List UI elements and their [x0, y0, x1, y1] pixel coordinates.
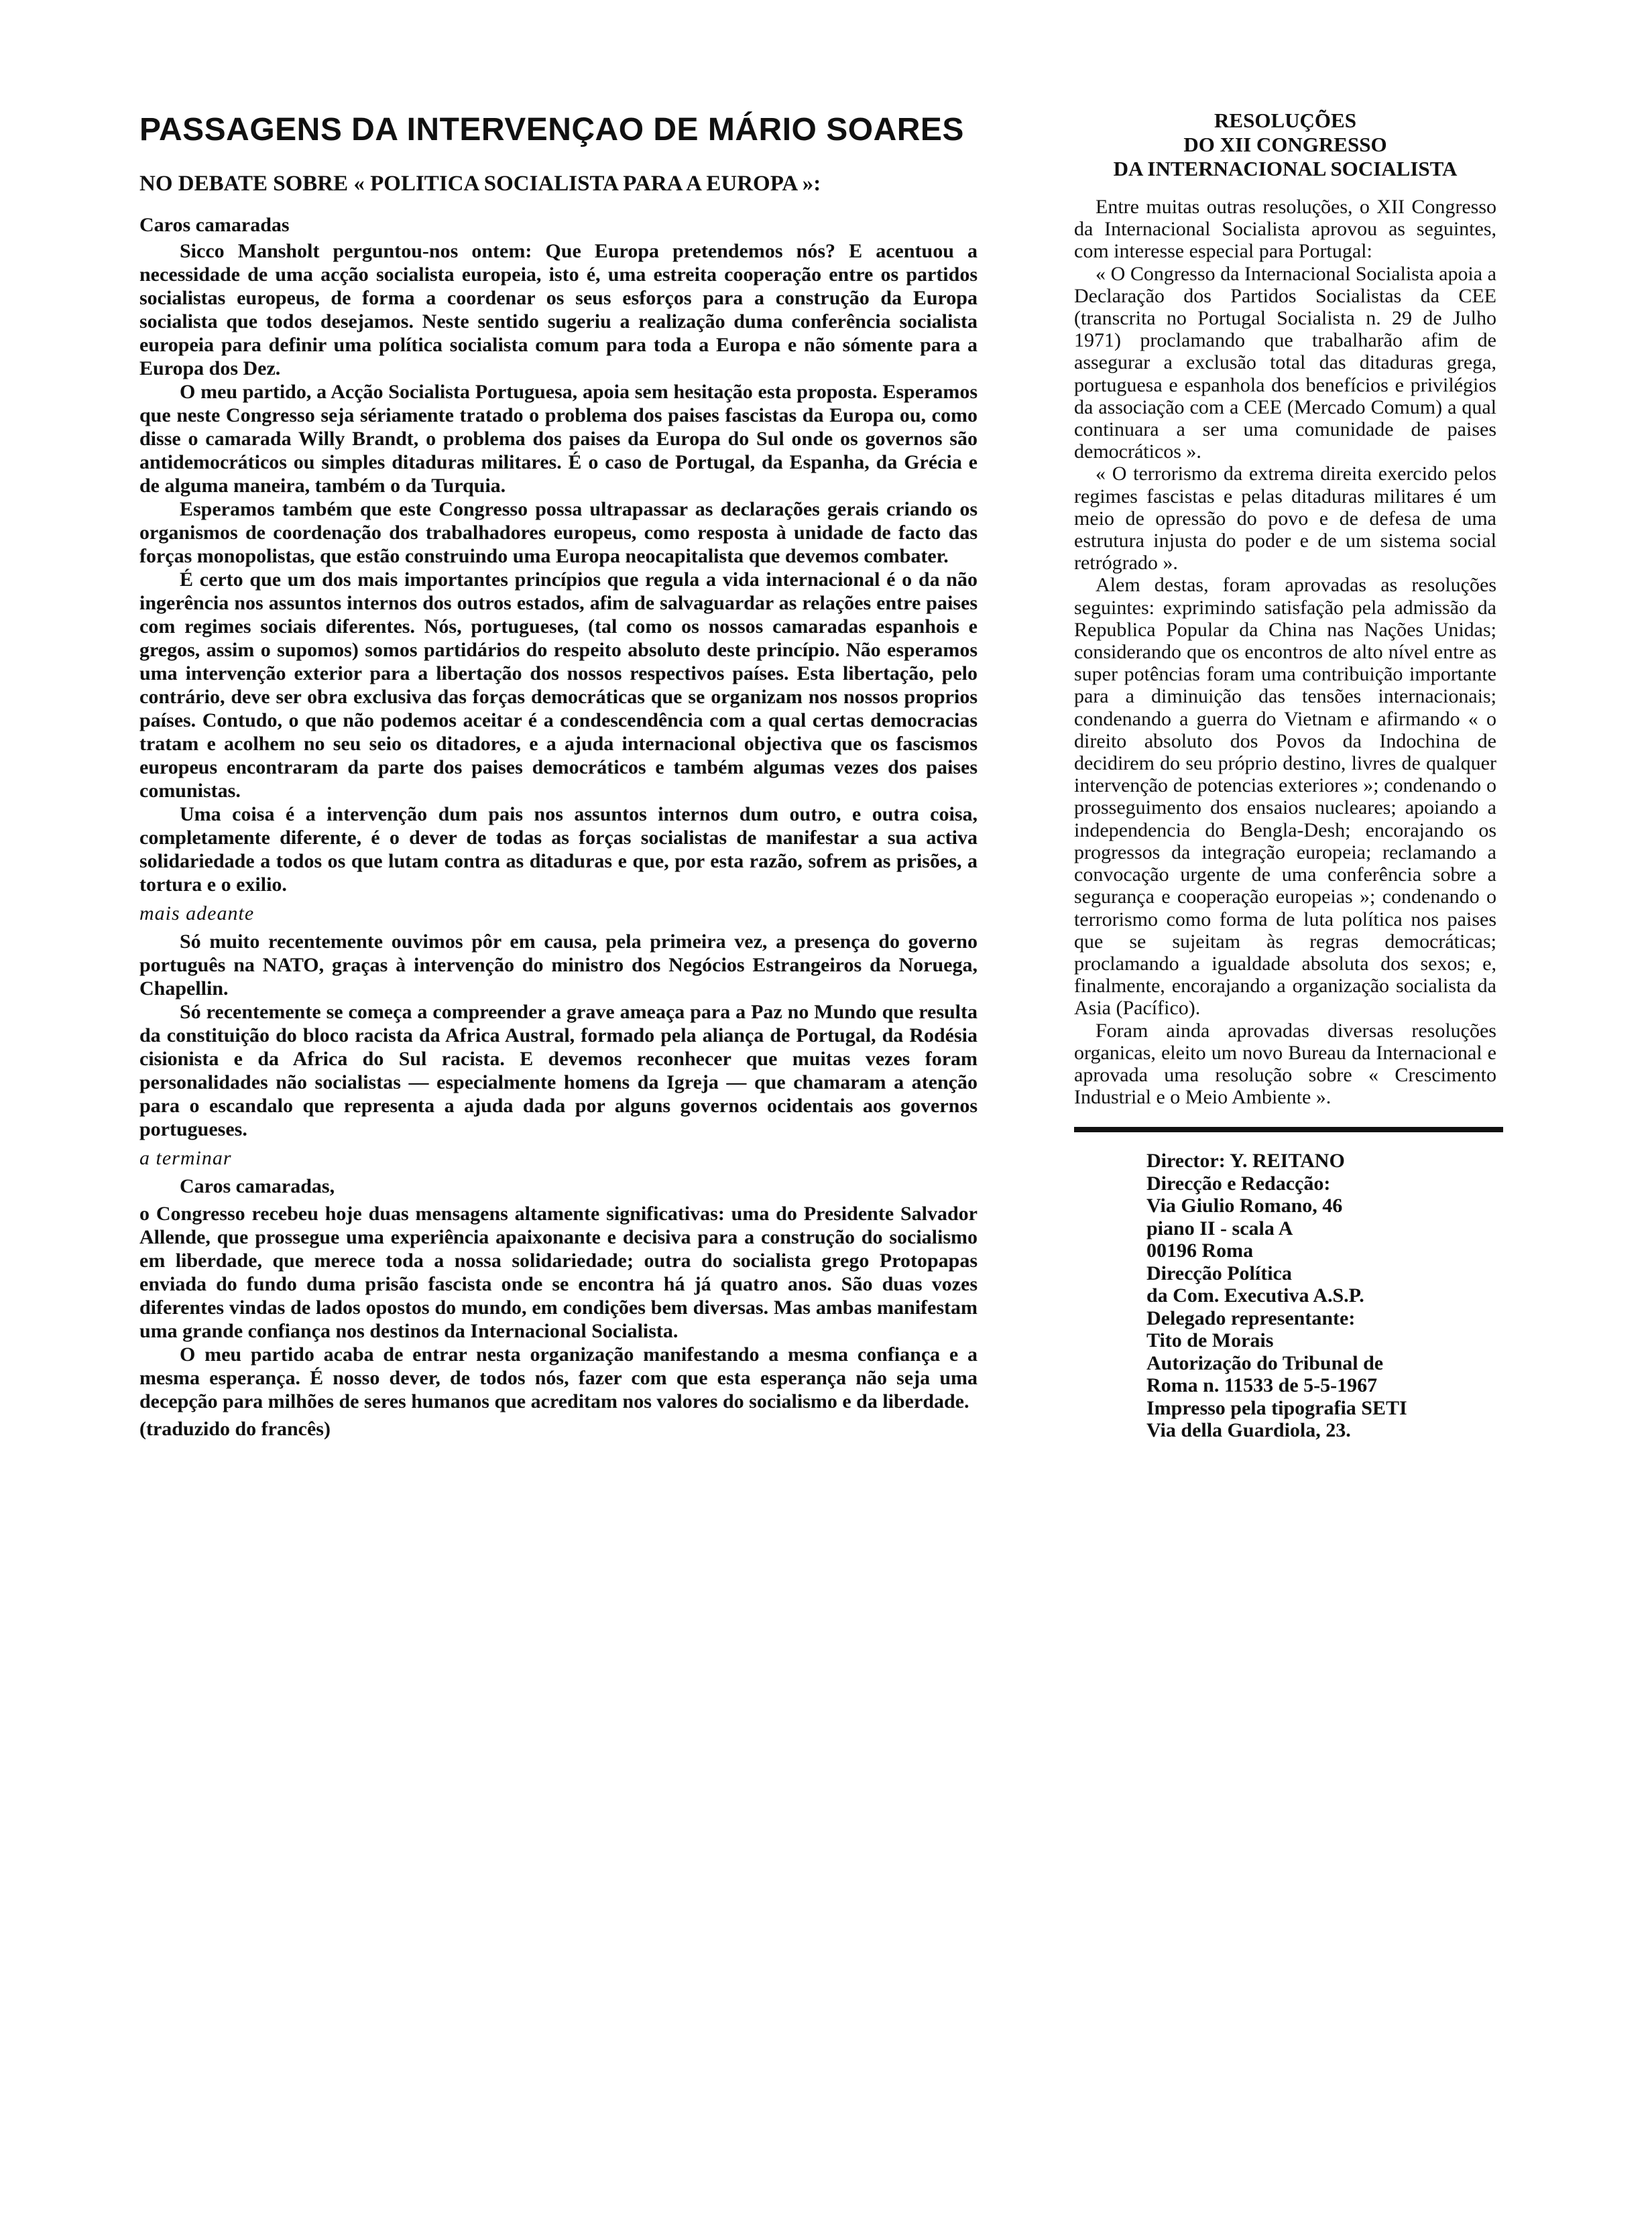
salutation: Caros camaradas,: [180, 1175, 335, 1197]
colophon-line: Impresso pela tipografia SETI: [1146, 1396, 1407, 1419]
colophon: [1146, 1150, 1495, 1442]
colophon-line: da Com. Executiva A.S.P.: [1146, 1284, 1364, 1307]
section-label: mais adeante: [139, 902, 255, 924]
article-title: PASSAGENS DA INTERVENÇAO DE MÁRIO SOARES: [139, 112, 964, 147]
resolutions-article: [1074, 109, 1496, 1442]
paragraph: É certo que um dos mais importantes princípios que regula a vida internacional é o da não ingerência nos assuntos internos dos outros estados, afim de salvaguardar as relações entre paises com regimes sociais diferentes. Nós, portugueses, (tal como os nossos camaradas espanhois e gregos, assim o supomos) somos partidários do respeito absoluto deste princípio. Não esperamos uma intervenção exterior para a libertação dos nossos respectivos países. Esta libertação, pelo contrário, deve ser obra exclusiva das forças democráticas que se organizam nos nossos proprios países. Contudo, o que não podemos aceitar é a condescendência com a qual certas democracias tratam e acolhem no seu seio os ditadores, e a ajuda internacional objectiva que os fascismos europeus encontraram da parte dos paises democráticos e também algumas vezes dos paises comunistas.: [139, 568, 978, 802]
paragraph: O meu partido acaba de entrar nesta organização manifestando a mesma confiança e a mesma esperança. É nosso dever, de todos nós, fazer com que esta esperança não seja uma decepção para milhões de seres humanos que acreditam nos valores do socialismo e da liberdade.: [139, 1343, 978, 1412]
paragraph: O meu partido, a Acção Socialista Portuguesa, apoia sem hesitação esta proposta. Esperamos que neste Congresso seja sériamente tratado o problema dos paises fascistas da Europa ou, como disse o camarada Willy Brandt, o problema dos paises da Europa do Sul onde os governos são antidemocráticos ou simples ditaduras militares. É o caso de Portugal, da Espanha, da Grécia e de alguma maneira, também o da Turquia.: [139, 381, 978, 497]
paragraph: Só recentemente se começa a compreender a grave ameaça para a Paz no Mundo que resulta da constituição do bloco racista da Africa Austral, formado pela aliança de Portugal, da Rodésia cisionista e da Africa do Sul racista. E devemos reconhecer que muitas vezes foram personalidades não socialistas — especialmente homens da Igreja — que chamaram a atenção para o escandalo que representa a ajuda dada por alguns governos ocidentais aos governos portugueses.: [139, 1001, 978, 1140]
colophon-line: Director: Y. REITANO: [1146, 1150, 1345, 1172]
paragraph: Alem destas, foram aprovadas as resoluções seguintes: exprimindo satisfação pela admissão da Republica Popular da China nas Nações Unidas; considerando que os encontros de alto nível entre as super potências foram uma contribuição importante para a diminuição das tensões internacionais; condenando a guerra do Vietnam e afirmando « o direito absoluto dos Povos da Indochina de decidirem do seu próprio destino, livres de qualquer intervenção de potencias exteriores »; condenando o prosseguimento dos ensaios nucleares; apoiando a independencia do Bengla-Desh; encorajando os progressos da integração europeia; reclamando a convocação urgente de uma conferência sobre a segurança e cooperação europeias »; condenando o terrorismo como forma de luta política nos paises que se sujeitam às regras democráticas; proclamando a igualdade absoluta dos sexos; e, finalmente, encorajando a organização socialista da Asia (Pacífico).: [1074, 574, 1496, 1020]
divider-rule: [1074, 1127, 1503, 1132]
colophon-line: Roma n. 11533 de 5-5-1967: [1146, 1374, 1378, 1397]
article-subtitle: NO DEBATE SOBRE « POLITICA SOCIALISTA PARA A EUROPA »:: [139, 172, 821, 196]
speech-article: [139, 111, 978, 1441]
colophon-line: 00196 Roma: [1146, 1240, 1254, 1262]
colophon-line: Delegado representante:: [1146, 1307, 1356, 1329]
resolutions-title: [1074, 109, 1496, 181]
colophon-line: Tito de Morais: [1146, 1329, 1274, 1352]
salutation: Caros camaradas: [139, 214, 290, 236]
colophon-line: Direcção Política: [1146, 1262, 1292, 1284]
paragraph: Foram ainda aprovadas diversas resoluções organicas, eleito um novo Bureau da Internacional e aprovada uma resolução sobre « Crescimento Industrial e o Meio Ambiente ».: [1074, 1019, 1496, 1109]
section-label: a terminar: [139, 1147, 232, 1169]
title-line: DA INTERNACIONAL SOCIALISTA: [1113, 157, 1458, 180]
paragraph: Sicco Mansholt perguntou-nos ontem: Que Europa pretendemos nós? E acentuou a necessidade de uma acção socialista europeia, isto é, uma estreita cooperação entre os partidos socialistas europeus, de forma a coordenar os seus esforços para a construção da Europa socialista que todos desejamos. Neste sentido sugeriu a realização duma conferência socialista europeia para definir uma política socialista comum para toda a Europa e não sómente para a Europa dos Dez.: [139, 240, 978, 379]
paragraph: Só muito recentemente ouvimos pôr em causa, pela primeira vez, a presença do governo português na NATO, graças à intervenção do ministro dos Negócios Estrangeiros da Noruega, Chapellin.: [139, 930, 978, 1000]
paragraph: « O Congresso da Internacional Socialista apoia a Declaração dos Partidos Socialistas da CEE (transcrita no Portugal Socialista n. 29 de Julho 1971) proclamando que trabalharão afim de assegurar a exclusão total das ditaduras grega, portuguesa e espanhola dos benefícios e privilégios da associação com a CEE (Mercado Comum) a qual continuara a ser uma comunidade de paises democráticos ».: [1074, 262, 1496, 463]
translation-note: (traduzido do francês): [139, 1418, 331, 1440]
paragraph: Esperamos também que este Congresso possa ultrapassar as declarações gerais criando os organismos de coordenação dos trabalhadores europeus, como resposta à unidade de facto das forças monopolistas, que estão construindo uma Europa neocapitalista que devemos combater.: [139, 498, 978, 567]
paragraph: Uma coisa é a intervenção dum pais nos assuntos internos dum outro, e outra coisa, completamente diferente, é o dever de todas as forças socialistas de manifestar a sua activa solidariedade a todos os que lutam contra as ditaduras e que, por esta razão, sofrem as prisões, a tortura e o exilio.: [139, 803, 978, 896]
colophon-line: Via Giulio Romano, 46: [1146, 1195, 1343, 1217]
paragraph: Entre muitas outras resoluções, o XII Congresso da Internacional Socialista aprovou as seguintes, com interesse especial para Portugal:: [1074, 196, 1496, 263]
colophon-line: piano II - scala A: [1146, 1217, 1293, 1240]
title-line: DO XII CONGRESSO: [1183, 133, 1387, 156]
paragraph: « O terrorismo da extrema direita exercido pelos regimes fascistas e pelas ditaduras militares é um meio de opressão do povo e de defesa de uma estrutura injusta do poder e de um sistema social retrógrado ».: [1074, 463, 1496, 575]
colophon-line: Direcção e Redacção:: [1146, 1172, 1331, 1195]
colophon-line: Via della Guardiola, 23.: [1146, 1419, 1351, 1442]
colophon-line: Autorização do Tribunal de: [1146, 1351, 1384, 1374]
paragraph: o Congresso recebeu hoje duas mensagens altamente significativas: uma do Presidente Salvador Allende, que prossegue uma experiência apaixonante e decisiva para a construção do socialismo em liberdade, que merece toda a nossa solidariedade; outra do socialista grego Protopapas enviada do fundo duma prisão fascista onde se encontra há já quatro anos. São duas vozes diferentes vindas de lados opostos do mundo, em condições bem diversas. Mas ambas manifestam uma grande confiança nos destinos da Internacional Socialista.: [139, 1203, 978, 1342]
title-line: RESOLUÇÕES: [1214, 109, 1356, 132]
